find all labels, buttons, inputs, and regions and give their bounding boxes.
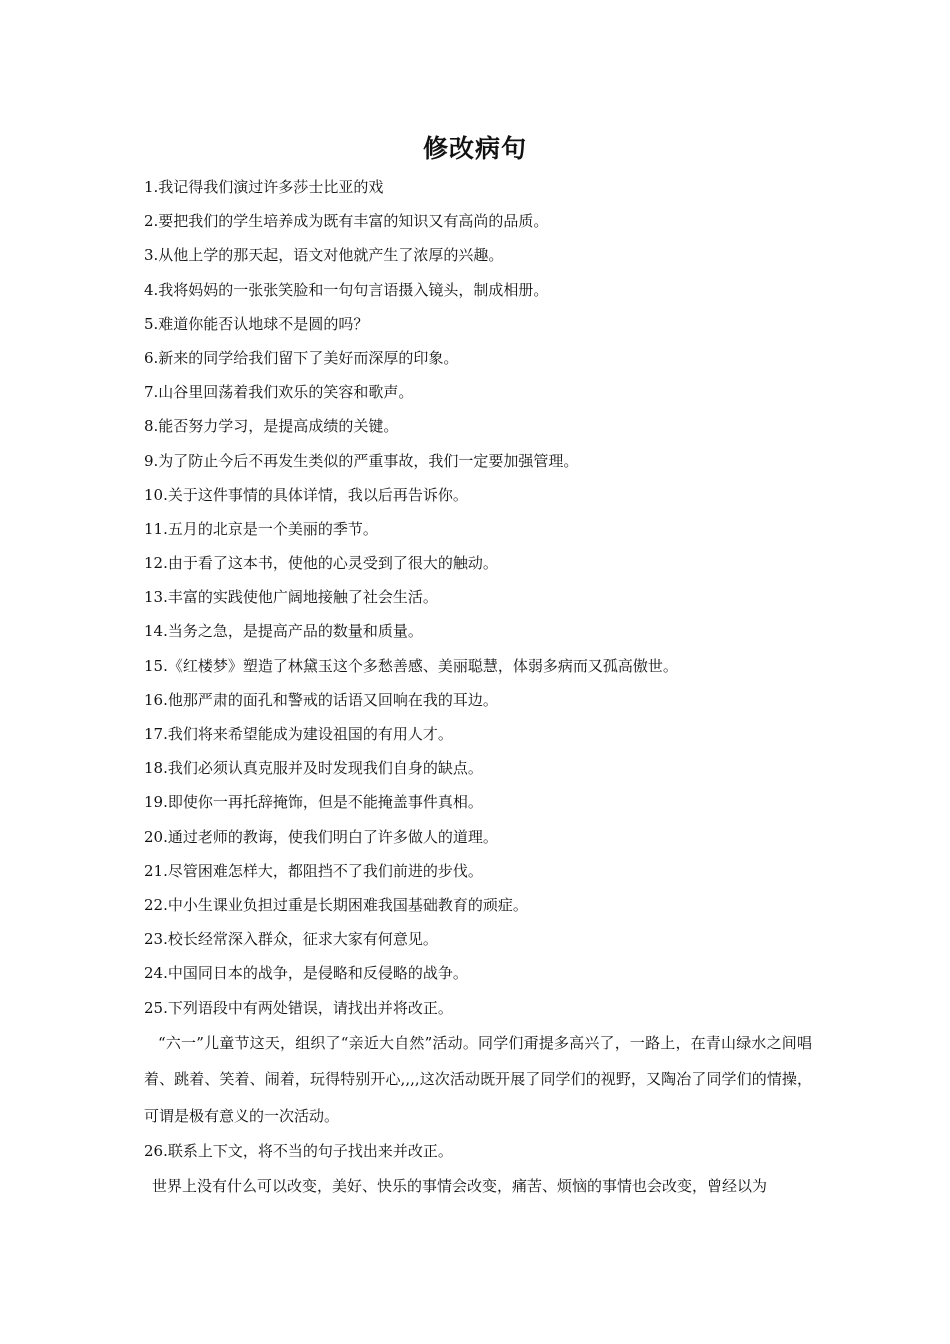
list-item: 6.新来的同学给我们留下了美好而深厚的印象。 <box>144 348 459 367</box>
list-item: 10.关于这件事情的具体详情，我以后再告诉你。 <box>144 485 468 504</box>
document-body <box>144 170 812 1205</box>
list-item: 1.我记得我们演过许多莎士比亚的戏 <box>144 178 384 196</box>
list-item: 22.中小生课业负担过重是长期困难我国基础教育的顽症。 <box>144 895 528 914</box>
list-item: 25.下列语段中有两处错误，请找出并将改正。 <box>144 998 453 1017</box>
list-item: 23.校长经常深入群众，征求大家有何意见。 <box>144 930 438 949</box>
document-title: 修改病句 <box>422 134 527 163</box>
list-item: 12.由于看了这本书，使他的心灵受到了很大的触动。 <box>144 554 498 573</box>
list-item: 9.为了防止今后不再发生类似的严重事故，我们一定要加强管理。 <box>144 451 579 470</box>
list-item: 7.山谷里回荡着我们欢乐的笑容和歌声。 <box>144 383 414 402</box>
list-item: 2.要把我们的学生培养成为既有丰富的知识又有高尚的品质。 <box>144 212 549 231</box>
list-item: 24.中国同日本的战争，是侵略和反侵略的战争。 <box>144 964 468 983</box>
list-item: 21.尽管困难怎样大，都阻挡不了我们前进的步伐。 <box>144 861 483 880</box>
list-item: 18.我们必须认真克服并及时发现我们自身的缺点。 <box>144 759 483 778</box>
list-item: 20.通过老师的教诲，使我们明白了许多做人的道理。 <box>144 827 498 846</box>
list-item: 13.丰富的实践使他广阔地接触了社会生活。 <box>144 588 438 607</box>
list-item: 19.即使你一再托辞掩饰，但是不能掩盖事件真相。 <box>144 793 483 812</box>
paragraph-25: “六一”儿童节这天，组织了“亲近大自然”活动。同学们甭提多高兴了，一路上，在青山绿水之间唱着、跳着、笑着、闹着，玩得特别开心,,,,这次活动既开展了同学们的视野，又陶冶了同学们的情操，可谓是极有意义的一次活动。 <box>144 1033 812 1125</box>
list-item: 17.我们将来希望能成为建设祖国的有用人才。 <box>144 725 453 743</box>
list-item: 15.《红楼梦》塑造了林黛玉这个多愁善感、美丽聪慧，体弱多病而又孤高傲世。 <box>144 656 678 675</box>
list-item: 5.难道你能否认地球不是圆的吗？ <box>144 314 369 333</box>
list-item: 14.当务之急，是提高产品的数量和质量。 <box>144 622 423 641</box>
list-item: 11.五月的北京是一个美丽的季节。 <box>144 519 378 538</box>
list-item: 3.从他上学的那天起，语文对他就产生了浓厚的兴趣。 <box>144 246 504 265</box>
list-item: 26.联系上下文，将不当的句子找出来并改正。 <box>144 1142 453 1161</box>
paragraph-26: 世界上没有什么可以改变，美好、快乐的事情会改变，痛苦、烦恼的事情也会改变，曾经以为 <box>152 1177 768 1196</box>
list-item: 8.能否努力学习，是提高成绩的关键。 <box>144 417 399 436</box>
list-item: 16.他那严肃的面孔和警戒的话语又回响在我的耳边。 <box>144 690 498 709</box>
list-item: 4.我将妈妈的一张张笑脸和一句句言语摄入镜头，制成相册。 <box>144 280 549 299</box>
